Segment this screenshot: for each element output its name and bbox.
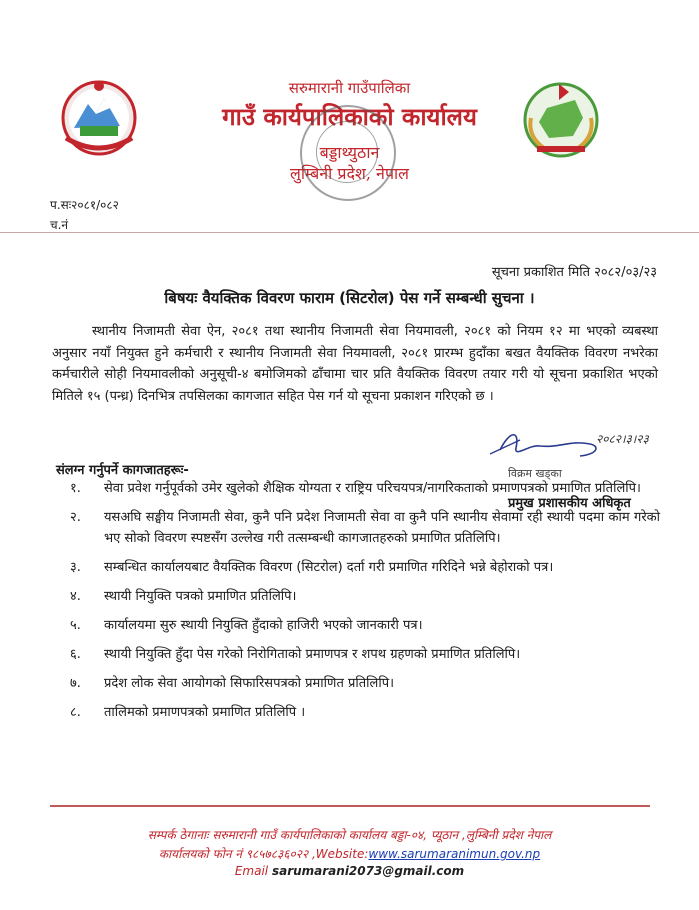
office-title: गाउँ कार्यपालिकाको कार्यालय: [222, 102, 477, 131]
list-item: ६. स्थायी नियुक्ति हुँदा पेस गरेको निरोगिताको प्रमाणपत्र र शपथ ग्रहणको प्रमाणित प्रतिलिपि।: [70, 647, 521, 662]
signatory-name: विक्रम खड्का: [508, 467, 562, 480]
website-link[interactable]: www.sarumaranimun.gov.np: [368, 847, 541, 861]
list-item: ४. स्थायी नियुक्ति पत्रको प्रमाणित प्रतिलिपि।: [70, 589, 297, 604]
dispatch-number: च.नं: [50, 218, 69, 232]
notice-subject: बिषयः वैयक्तिक विवरण फाराम (सिटरोल) पेस गर्ने सम्बन्धी सुचना ।: [164, 289, 535, 307]
office-address: बड्डाथ्युठान: [319, 143, 380, 162]
footer-email: [0, 864, 699, 878]
email-label: Email: [234, 864, 269, 878]
footer-contact: [0, 845, 699, 862]
footer-phone: कार्यालयको फोन नं ९८५७८३६०२२ ,Website:: [158, 847, 369, 861]
attachments-list: [70, 478, 660, 731]
list-item: १. सेवा प्रवेश गर्नुपूर्वको उमेर खुलेको शैक्षिक योग्यता र राष्ट्रिय परिचयपत्र/नागरिकताको प्रमाणपत्रको प्रमाणित प्रतिलिपि।: [70, 481, 641, 496]
footer-divider: [50, 805, 650, 807]
footer-address: सम्पर्क ठेगानाः सरुमारानी गाउँ कार्यपालिकाको कार्यालय बड्डा-०४, प्यूठान ,लुम्बिनी प्रदेश नेपाल: [147, 828, 552, 842]
list-item: ७. प्रदेश लोक सेवा आयोगको सिफारिसपत्रको प्रमाणित प्रतिलिपि।: [70, 676, 395, 691]
letter-reference-number: प.सः२०८१/०८२: [50, 198, 119, 212]
list-item: ३. सम्बन्धित कार्यालयबाट वैयक्तिक विवरण (सिटरोल) दर्ता गरी प्रमाणित गरिदिने भन्ने बेहोराको पत्र।: [70, 560, 554, 575]
signature-date: २०८२।३।२३: [596, 432, 649, 446]
notice-body: स्थानीय निजामती सेवा ऐन, २०८१ तथा स्थानीय निजामती सेवा नियमावली, २०८१ को नियम १२ मा भएको व्यबस्था अनुसार नयाँ नियुक्त हुने कर्मचारी र स्थानीय निजामती सेवा नियमावली, २०८१ प्रारम्भ हुदाँका बखत वैयक्तिक विवरण नभरेका कर्मचारीले सोही नियमावलीको अनुसूची-४ बमोजिमको ढाँचामा चार प्रति वैयक्तिक विवरण तयार गरी यो सूचना प्रकाशित भएको मितिले १५ (पन्ध्र) दिनभित्र तपसिलका कागजात सहित पेस गर्न यो सूचना प्रकाशन गरिएको छ ।: [52, 324, 658, 404]
signature-scribble: [480, 420, 690, 468]
signatory-post: प्रमुख प्रशासकीय अधिकृत: [508, 496, 631, 511]
list-item: २. यसअघि सङ्घीय निजामती सेवा, कुनै पनि प्रदेश निजामती सेवा वा कुनै पनि स्थानीय सेवामा रही स्थायी पदमा काम गरेको भए सोको विवरण स्पष्टसँग उल्लेख गरी तत्सम्बन्धी कागजातहरुको प्रमाणित प्रतिलिपि।: [70, 510, 660, 546]
list-item: ५. कार्यालयमा सुरु स्थायी नियुक्ति हुँदाको हाजिरी भएको जानकारी पत्र।: [70, 618, 423, 633]
header-divider: [0, 232, 699, 233]
list-item: ८. तालिमको प्रमाणपत्रको प्रमाणित प्रतिलिपि ।: [70, 705, 306, 720]
attachments-heading: संलग्न गर्नुपर्ने कागजातहरूः-: [56, 463, 189, 478]
province-country: लुम्बिनी प्रदेश, नेपाल: [289, 164, 410, 183]
office-stamp: [300, 105, 396, 201]
notice-publish-date: सूचना प्रकाशित मिति २०८२/०३/२३: [491, 265, 657, 280]
municipality-name: सरुमारानी गाउँपालिका: [288, 79, 411, 97]
email-address[interactable]: sarumarani2073@gmail.com: [271, 864, 465, 878]
